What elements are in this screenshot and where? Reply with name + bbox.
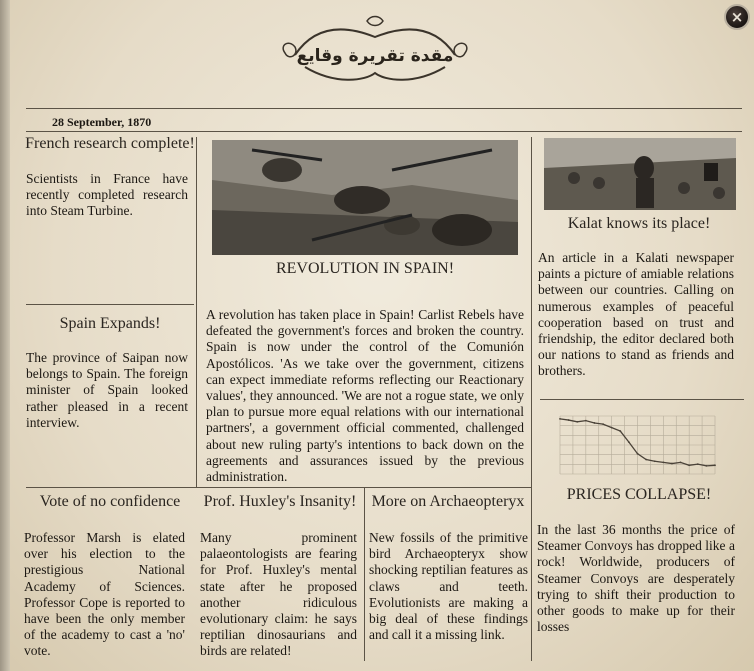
spain-expands-title: Spain Expands! bbox=[59, 315, 161, 332]
chart-point bbox=[628, 441, 630, 443]
chart-point bbox=[662, 462, 664, 464]
chart-point bbox=[705, 465, 707, 467]
chart-point bbox=[594, 422, 596, 424]
issue-date: 28 September, 1870 bbox=[52, 115, 152, 129]
revolution-title: REVOLUTION IN SPAIN! bbox=[275, 260, 455, 277]
revolution-body: A revolution has taken place in Spain! Carlist Rebels have defeated the government's forces and broken the country. Spain is now under the control of the Comunión Apostólicos. 'As we take over the government, citizens can expect immediate reforms reflecting our Reactionary values', they announced. 'We are not a rogue state, we only plan to pursue more equal relations with our international partners', a government official commented, challenged about new ruling party's intentions to back down on the agreements and assurances issued by the previous administration. bbox=[206, 307, 524, 485]
column-rule-right bbox=[531, 137, 532, 661]
french-research-title: French research complete! bbox=[25, 135, 195, 152]
huxley-body: Many prominent palaeontologists are fearing for Prof. Huxley's mental state after he proposed another ridiculous evolutionary claim: he says reptilian dinosaurians and birds are related! bbox=[200, 530, 357, 659]
french-research-body: Scientists in France have recently completed research into Steam Turbine. bbox=[26, 171, 188, 219]
chart-point bbox=[688, 464, 690, 466]
prices-body: In the last 36 months the price of Steamer Convoys has dropped like a rock! Worldwide, producers of Steamer Convoys are desperately trying to shift their production to other goods to make up for their losses bbox=[537, 522, 735, 635]
prices-title: PRICES COLLAPSE! bbox=[566, 486, 712, 503]
chart-point bbox=[680, 462, 682, 464]
spain-expands-body: The province of Saipan now belongs to Spain. The foreign minister of Spain looked rather pleased in a recent interview. bbox=[26, 350, 188, 430]
chart-point bbox=[568, 419, 570, 421]
section-rule-right bbox=[540, 399, 744, 400]
no-confidence-title: Vote of no confidence bbox=[39, 493, 181, 510]
section-rule-bottom bbox=[26, 487, 531, 488]
chart-point bbox=[602, 423, 604, 425]
masthead-rule-top bbox=[26, 108, 742, 109]
chart-point bbox=[619, 430, 621, 432]
kalat-title: Kalat knows its place! bbox=[567, 215, 711, 232]
section-rule-left bbox=[26, 304, 194, 305]
no-confidence-body: Professor Marsh is elated over his election to the prestigious National Academy of Sciences. Professor Cope is reported to have been the only member of the academy to cast a 'no' vote. bbox=[24, 530, 185, 659]
huxley-title: Prof. Huxley's Insanity! bbox=[203, 493, 357, 510]
chart-point bbox=[637, 453, 639, 455]
close-button[interactable]: × bbox=[724, 4, 750, 30]
chart-point bbox=[654, 460, 656, 462]
chart-point bbox=[671, 463, 673, 465]
chart-point bbox=[611, 427, 613, 429]
masthead-rule-bottom bbox=[26, 131, 742, 132]
chart-point bbox=[714, 464, 716, 466]
page-binding-edge bbox=[0, 0, 10, 671]
archaeopteryx-title: More on Archaeopteryx bbox=[371, 493, 525, 510]
revolution-photo bbox=[212, 140, 518, 255]
chart-point bbox=[697, 463, 699, 465]
kalat-body: An article in a Kalati newspaper paints a picture of amiable relations between our countries. Calling on numerous examples of peaceful cooperation based on trust and friendship, the editor declared both our nations to stand as friends and brothers. bbox=[538, 250, 734, 379]
archaeopteryx-body: New fossils of the primitive bird Archaeopteryx show shocking reptilian features as claws and teeth. Evolutionists are making a big deal of these findings and call it a missing link. bbox=[369, 530, 528, 643]
masthead-logo bbox=[275, 15, 475, 93]
chart-point bbox=[559, 418, 561, 420]
kalat-photo bbox=[544, 138, 736, 210]
chart-point bbox=[645, 459, 647, 461]
column-rule-mid-bottom bbox=[364, 487, 365, 661]
price-chart bbox=[556, 412, 719, 480]
masthead-logo-text: مقدة تقريرة وقايع bbox=[296, 46, 454, 66]
chart-point bbox=[576, 421, 578, 423]
column-rule-left bbox=[196, 137, 197, 487]
chart-point bbox=[585, 420, 587, 422]
